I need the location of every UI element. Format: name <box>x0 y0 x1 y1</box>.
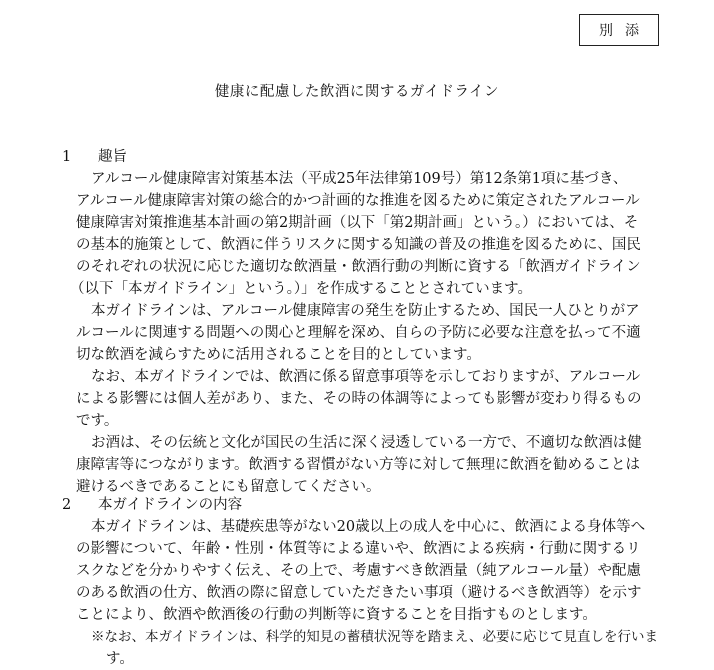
note-line: ※なお、本ガイドラインは、科学的知見の蓄積状況等を踏まえ、必要に応じて見直しを行いま <box>91 629 658 645</box>
section-heading-text: 本ガイドラインの内容 <box>98 497 243 513</box>
text-line: のある飲酒の仕方、飲酒の際に留意していただきたい事項（避けるべき飲酒等）を示す <box>76 585 642 601</box>
note-paragraph <box>62 626 662 670</box>
section-heading <box>62 146 662 168</box>
text-line: 康障害等につながります。飲酒する習慣がない方等に対して無理に飲酒を勧めることは <box>76 457 641 473</box>
paragraph <box>62 516 662 626</box>
text-line: 本ガイドラインは、アルコール健康障害の発生を防止するため、国民一人ひとりがア <box>91 303 640 319</box>
text-line: なお、本ガイドラインでは、飲酒に係る留意事項等を示しておりますが、アルコール <box>91 369 641 385</box>
text-line: です。 <box>76 413 119 429</box>
text-line: 切な飲酒を減らすために活用されることを目的としています。 <box>76 347 481 363</box>
text-line: の基本的施策として、飲酒に伴うリスクに関する知識の普及の推進を図るために、国民 <box>76 237 641 253</box>
text-line: ことにより、飲酒や飲酒後の行動の判断等に資することを目指すものとします。 <box>76 607 597 623</box>
text-line: （以下「本ガイドライン」という。）」を作成することとされています。 <box>70 281 532 297</box>
text-line: アルコール健康障害対策基本法（平成25年法律第109号）第12条第1項に基づき、 <box>91 171 628 187</box>
text-line: の影響について、年齢・性別・体質等による違いや、飲酒による疾病・行動に関するリ <box>76 541 641 557</box>
text-line: スクなどを分かりやすく伝え、その上で、考慮すべき飲酒量（純アルコール量）や配慮 <box>76 563 641 579</box>
paragraph <box>62 432 662 498</box>
section-purpose <box>62 146 662 498</box>
note-line: す。 <box>106 651 134 667</box>
section-number: 1 <box>62 149 72 165</box>
section-heading-text: 趣旨 <box>98 149 127 165</box>
paragraph <box>62 300 662 366</box>
text-line: 避けるべきであることにも留意してください。 <box>76 479 381 495</box>
text-line: ルコールに関連する問題への関心と理解を深め、自らの予防に必要な注意を払って不適 <box>76 325 641 341</box>
text-line: 本ガイドラインは、基礎疾患等がない20歳以上の成人を中心に、飲酒による身体等へ <box>91 519 646 535</box>
section-heading <box>62 494 662 516</box>
paragraph <box>62 366 662 432</box>
text-line: アルコール健康障害対策の総合的かつ計画的な推進を図るために策定されたアルコール <box>76 193 640 209</box>
document-title: 健康に配慮した飲酒に関するガイドライン <box>214 84 500 100</box>
text-line: のそれぞれの状況に応じた適切な飲酒量・飲酒行動の判断に資する「飲酒ガイドライン <box>76 259 641 275</box>
text-line: による影響には個人差があり、また、その時の体調等によっても影響が変わり得るもの <box>76 391 642 407</box>
section-contents <box>62 494 662 670</box>
text-line: 健康障害対策推進基本計画の第2期計画（以下「第2期計画」という。）においては、そ <box>76 215 639 231</box>
section-number: 2 <box>62 497 72 513</box>
text-line: お酒は、その伝統と文化が国民の生活に深く浸透している一方で、不適切な飲酒は健 <box>91 435 642 451</box>
attachment-badge: 別添 <box>579 14 659 46</box>
paragraph <box>62 168 662 300</box>
